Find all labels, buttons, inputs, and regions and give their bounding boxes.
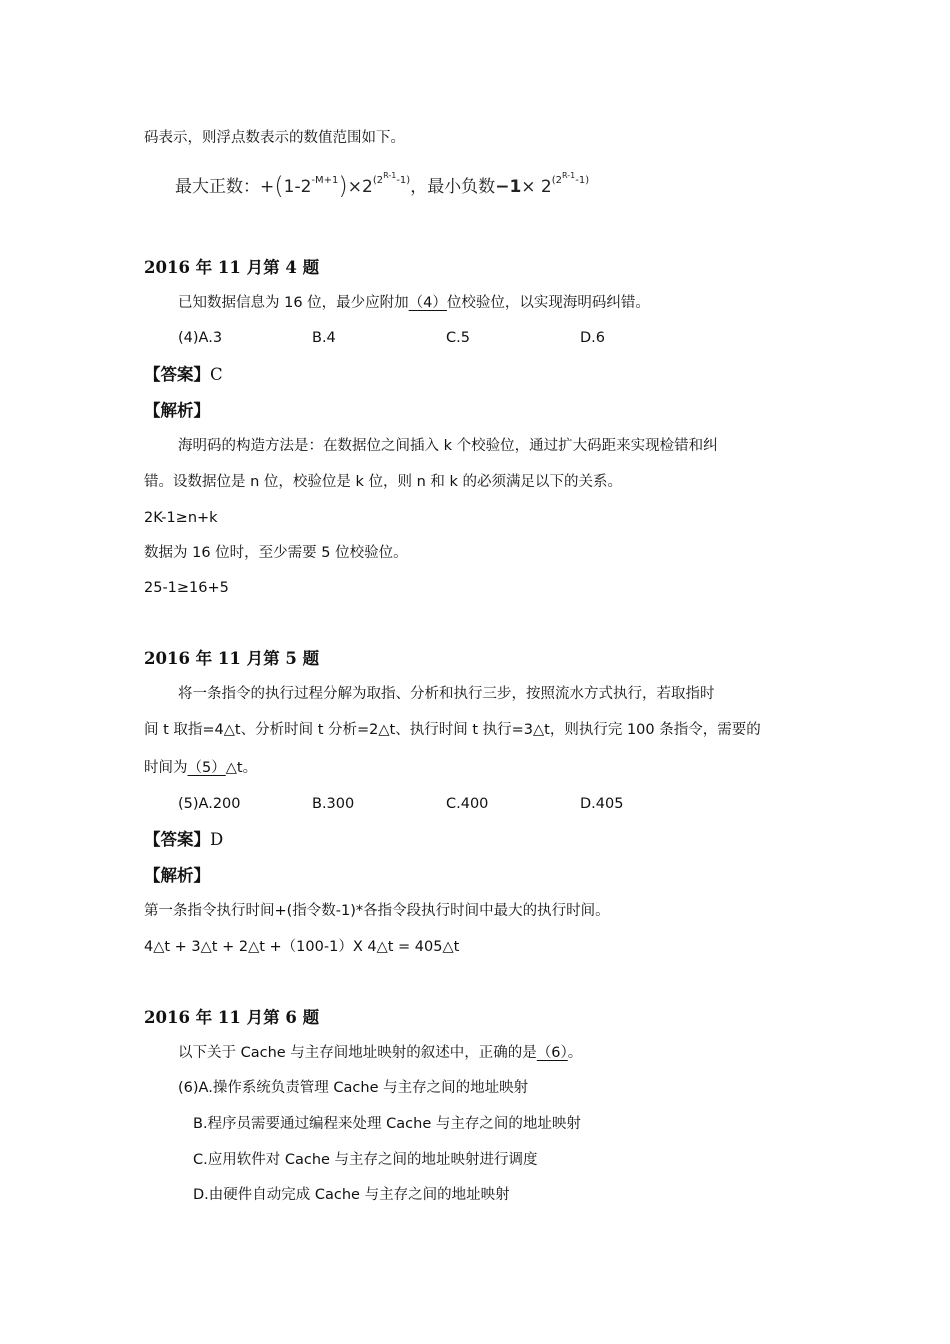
intro-text: 码表示，则浮点数表示的数值范围如下。 <box>144 130 405 146</box>
q4-answer-label: 【答案】 <box>144 365 210 384</box>
formula-separator: ， <box>410 177 428 197</box>
q5-answer-label: 【答案】 <box>144 830 210 849</box>
q4-stem <box>178 293 650 313</box>
q5-stem-line1: 将一条指令的执行过程分解为取指、分析和执行三步，按照流水方式执行，若取指时 <box>178 686 715 702</box>
q4-formula2: 25-1≥16+5 <box>144 580 229 596</box>
formula-min-exp-inner: R-1 <box>562 171 576 180</box>
formula-max-inner: 1-2 <box>283 177 312 197</box>
q5-stem-post: △t。 <box>225 760 258 776</box>
formula-paren-open: ( <box>274 172 284 200</box>
formula-min-exp-tail: -1) <box>575 175 590 186</box>
q5-option-a: (5)A.200 <box>178 796 241 812</box>
q5-heading: 2016 年 11 月第 5 题 <box>144 649 320 668</box>
formula-min-times: × 2 <box>521 177 552 197</box>
q4-stem-post: 位校验位，以实现海明码纠错。 <box>446 295 650 311</box>
q6-stem <box>178 1043 582 1063</box>
q5-option-c: C.400 <box>446 796 489 812</box>
float-range-formula <box>175 162 589 201</box>
formula-max-times: ×2 <box>347 177 373 197</box>
q5-blank: （5） <box>187 760 226 776</box>
q4-heading: 2016 年 11 月第 4 题 <box>144 258 320 277</box>
q5-analysis-label: 【解析】 <box>144 866 210 885</box>
q6-stem-pre: 以下关于 Cache 与主存间地址映射的叙述中，正确的是 <box>178 1045 537 1061</box>
q5-analysis-line2: 4△t + 3△t + 2△t +（100-1）X 4△t = 405△t <box>144 939 460 955</box>
q5-stem-line2: 间 t 取指=4△t、分析时间 t 分析=2△t、执行时间 t 执行=3△t，则执行完 100 条指令，需要的 <box>144 722 761 738</box>
q5-option-b: B.300 <box>312 796 355 812</box>
formula-min-one: 1 <box>509 177 522 197</box>
formula-min-sign: − <box>495 177 510 197</box>
q4-analysis-line2: 错。设数据位是 n 位，校验位是 k 位，则 n 和 k 的必须满足以下的关系。 <box>144 474 623 490</box>
q4-analysis-line1: 海明码的构造方法是：在数据位之间插入 k 个校验位，通过扩大码距来实现检错和纠 <box>178 438 718 454</box>
formula-max-inner-exp: -M+1 <box>311 175 339 186</box>
q4-analysis-label: 【解析】 <box>144 401 210 420</box>
q6-option-d: D.由硬件自动完成 Cache 与主存之间的地址映射 <box>193 1187 510 1203</box>
q5-answer-value: D <box>210 830 224 849</box>
formula-min-label: 最小负数 <box>427 177 496 197</box>
q6-option-c: C.应用软件对 Cache 与主存之间的地址映射进行调度 <box>193 1152 538 1168</box>
formula-max-exp: (2 <box>372 175 384 186</box>
q6-blank: （6） <box>536 1045 568 1061</box>
q6-option-b: B.程序员需要通过编程来处理 Cache 与主存之间的地址映射 <box>193 1116 581 1132</box>
q4-stem-pre: 已知数据信息为 16 位，最少应附加 <box>178 295 409 311</box>
formula-max-exp-inner: R-1 <box>383 171 397 180</box>
q5-stem-pre: 时间为 <box>144 760 188 776</box>
q4-option-d: D.6 <box>580 330 605 346</box>
q4-formula1: 2K-1≥n+k <box>144 510 218 526</box>
q4-option-c: C.5 <box>446 330 470 346</box>
q4-answer <box>144 364 223 386</box>
q4-option-b: B.4 <box>312 330 336 346</box>
q6-stem-post: 。 <box>567 1045 583 1061</box>
q5-stem-line3 <box>144 758 257 778</box>
q4-analysis-line3: 数据为 16 位时，至少需要 5 位校验位。 <box>144 545 408 561</box>
q6-heading: 2016 年 11 月第 6 题 <box>144 1008 320 1027</box>
q4-blank: （4） <box>408 295 447 311</box>
q6-option-a: (6)A.操作系统负责管理 Cache 与主存之间的地址映射 <box>178 1080 529 1096</box>
formula-min-exp: (2 <box>551 175 563 186</box>
formula-max-label: 最大正数： <box>175 177 260 197</box>
formula-max-sign: + <box>260 177 275 197</box>
q5-answer <box>144 829 223 851</box>
q4-option-a: (4)A.3 <box>178 330 223 346</box>
q5-analysis-line1: 第一条指令执行时间+(指令数-1)*各指令段执行时间中最大的执行时间。 <box>144 903 610 919</box>
q5-option-d: D.405 <box>580 796 624 812</box>
q4-answer-value: C <box>210 365 223 384</box>
formula-paren-close: ) <box>338 172 348 200</box>
formula-max-exp-tail: -1) <box>396 175 411 186</box>
